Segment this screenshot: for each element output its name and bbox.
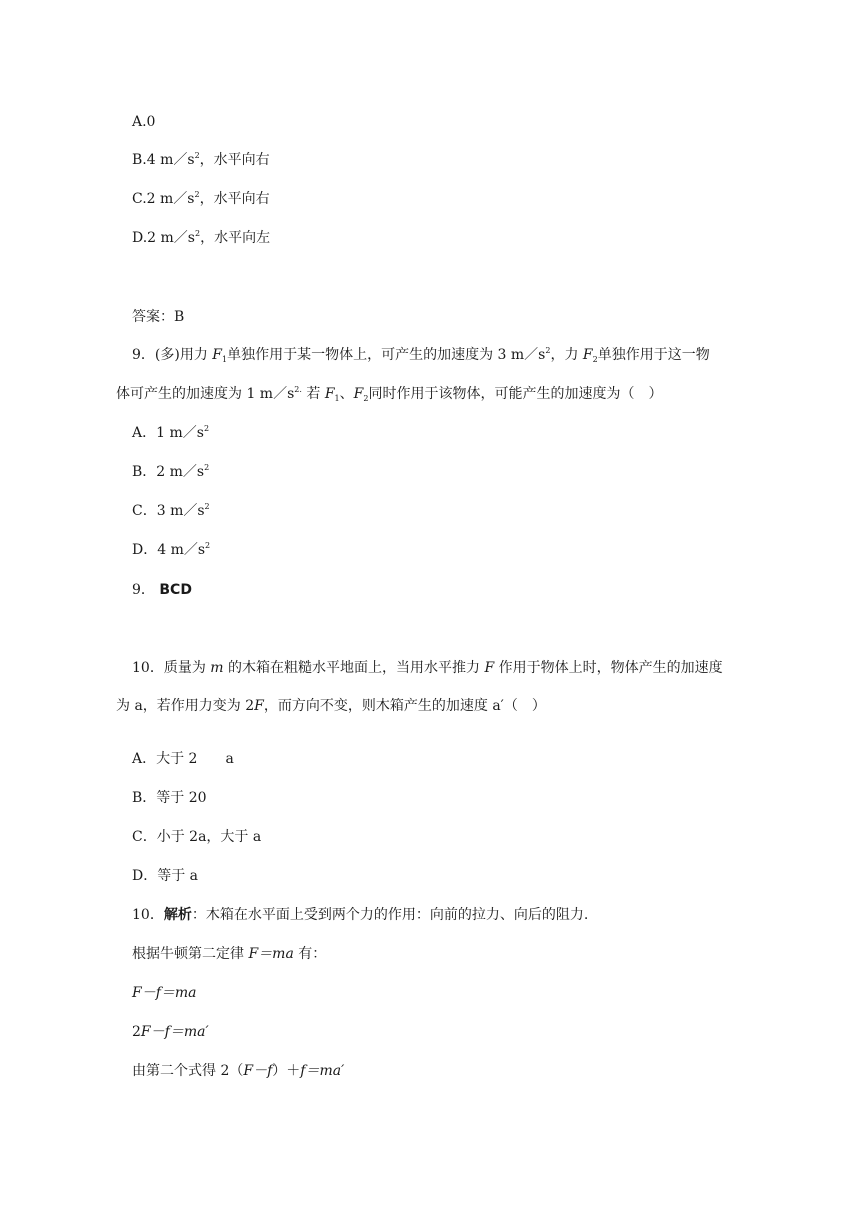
text: 10．质量为 bbox=[132, 660, 211, 676]
symbol-f: F bbox=[254, 698, 264, 714]
text: 单独作用于某一物体上，可产生的加速度为 3 m／s bbox=[227, 347, 546, 363]
symbol-m: m bbox=[210, 660, 224, 676]
text: 若 bbox=[301, 386, 325, 402]
question-10-line-2 bbox=[116, 696, 546, 716]
option-text: C．3 m／s bbox=[132, 503, 205, 519]
question-9-line-1 bbox=[132, 345, 710, 365]
text: 、 bbox=[339, 386, 354, 402]
symbol-f: F bbox=[484, 660, 495, 676]
solution-label: 解析 bbox=[163, 907, 192, 923]
solution-number: 10． bbox=[132, 907, 164, 923]
option-a bbox=[132, 423, 209, 443]
subscript: 2 bbox=[363, 394, 369, 403]
text: 由第二个式得 2（ bbox=[132, 1063, 244, 1079]
option-text: D．4 m／s bbox=[132, 542, 206, 558]
option-d: D．等于 a bbox=[132, 868, 199, 884]
subscript: 1 bbox=[334, 394, 340, 403]
text: 同时作用于该物体，可能产生的加速度为（ ） bbox=[368, 386, 663, 402]
option-text: ，水平向左 bbox=[200, 230, 271, 246]
subscript: 2 bbox=[592, 355, 598, 364]
option-a bbox=[132, 112, 155, 132]
option-text: D.2 m／s bbox=[132, 230, 195, 246]
option-text: ，水平向右 bbox=[199, 191, 270, 207]
answer-line bbox=[132, 580, 192, 600]
exponent: 2 bbox=[205, 541, 211, 550]
option-text: B．2 m／s bbox=[132, 464, 205, 480]
equation-2 bbox=[132, 1022, 209, 1042]
text: 体可产生的加速度为 1 m／s bbox=[116, 386, 295, 402]
answer-line: 答案：B bbox=[132, 309, 185, 325]
equation: f＝ma′ bbox=[300, 1063, 345, 1079]
question-10-line-1 bbox=[132, 658, 723, 678]
exponent: 2 bbox=[545, 346, 551, 355]
text: 根据牛顿第二定律 bbox=[132, 946, 249, 962]
option-text: C.2 m／s bbox=[132, 191, 195, 207]
symbol-f: F bbox=[353, 386, 364, 402]
exponent: 2 bbox=[204, 463, 210, 472]
text: ，力 bbox=[550, 347, 583, 363]
exponent: 2 bbox=[194, 151, 200, 160]
text: 作用于物体上时，物体产生的加速度 bbox=[494, 660, 723, 676]
option-text: A．1 m／s bbox=[132, 425, 204, 441]
option-text: ，水平向右 bbox=[199, 152, 270, 168]
equation: F－f＝ma′ bbox=[140, 1024, 209, 1040]
option-text: B.4 m／s bbox=[132, 152, 195, 168]
newton-law-line bbox=[132, 944, 326, 964]
text: 的木箱在粗糙水平地面上，当用水平推力 bbox=[223, 660, 485, 676]
option-b: B．等于 20 bbox=[132, 790, 207, 806]
option-b bbox=[132, 462, 209, 482]
text: ，而方向不变，则木箱产生的加速度 a′（ ） bbox=[263, 698, 546, 714]
equation-1: F－f＝ma bbox=[132, 985, 197, 1001]
text: 单独作用于这一物 bbox=[597, 347, 710, 363]
equation: F－f bbox=[243, 1063, 273, 1079]
equation-3 bbox=[132, 1061, 344, 1081]
text: ）＋ bbox=[272, 1063, 301, 1079]
option-c bbox=[132, 189, 270, 209]
option-d bbox=[132, 228, 270, 248]
option-a: A．大于 2 a bbox=[132, 751, 234, 767]
text: 有： bbox=[293, 946, 327, 962]
equation: F＝ma bbox=[248, 946, 294, 962]
exponent: 2 bbox=[204, 502, 210, 511]
text: 2 bbox=[132, 1024, 141, 1040]
solution-line bbox=[132, 905, 588, 925]
exponent: 2. bbox=[294, 385, 302, 394]
option-text: A.0 bbox=[132, 114, 156, 130]
answer-number: 9． bbox=[132, 582, 155, 598]
exponent: 2 bbox=[195, 229, 201, 238]
text: 为 a，若作用力变为 2 bbox=[116, 698, 255, 714]
option-d bbox=[132, 540, 210, 560]
option-c: C．小于 2a，大于 a bbox=[132, 829, 262, 845]
text: 9．(多)用力 bbox=[132, 347, 213, 363]
symbol-f: F bbox=[324, 386, 335, 402]
exponent: 2 bbox=[203, 424, 210, 433]
answer-text: BCD bbox=[159, 582, 192, 598]
symbol-f: F bbox=[212, 347, 222, 363]
option-b bbox=[132, 150, 270, 170]
subscript: 1 bbox=[222, 355, 228, 364]
exponent: 2 bbox=[194, 190, 200, 199]
solution-text: ：木箱在水平面上受到两个力的作用：向前的拉力、向后的阻力. bbox=[191, 907, 589, 923]
question-9-line-2 bbox=[116, 384, 662, 404]
option-c bbox=[132, 501, 210, 521]
symbol-f: F bbox=[582, 347, 593, 363]
